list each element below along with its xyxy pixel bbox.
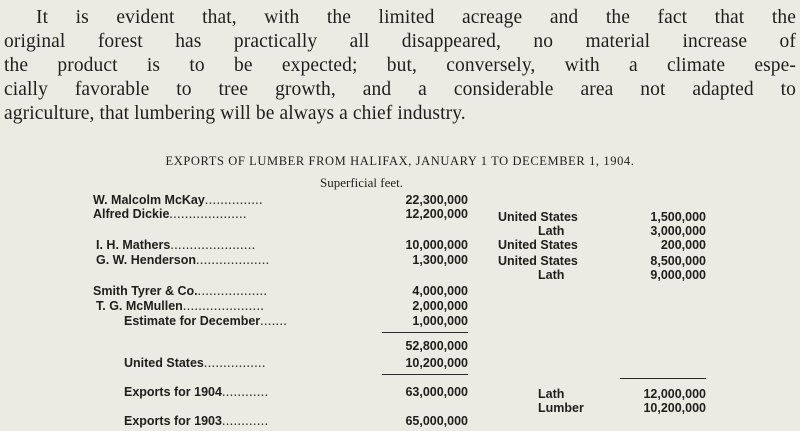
- leader-dots: ...................: [196, 252, 270, 267]
- table-row: [96, 299, 264, 313]
- leader-dots: ............: [221, 384, 269, 399]
- row-name: I. H. Mathers: [96, 238, 171, 252]
- row-name: United States: [124, 356, 204, 370]
- row-name: W. Malcolm McKay: [93, 193, 205, 207]
- table-row: [93, 207, 247, 221]
- right-row-name: Lath: [538, 224, 565, 238]
- right-row-value: 9,000,000: [650, 268, 706, 282]
- row-name: Exports for 1904: [124, 385, 222, 399]
- row-name: Alfred Dickie: [93, 207, 170, 221]
- unit-header: Superficial feet.: [320, 175, 404, 190]
- row-value: 1,000,000: [412, 314, 468, 328]
- table-row: [96, 253, 270, 267]
- row-value: 2,000,000: [412, 299, 468, 313]
- paragraph-line: cially favorable to tree growth, and a considerable area not adapted to: [4, 79, 796, 100]
- body-paragraph: [4, 6, 796, 126]
- right-row-value: 8,500,000: [650, 254, 706, 268]
- right-row-value: 3,000,000: [650, 224, 706, 238]
- row-value: 10,200,000: [405, 356, 468, 370]
- paragraph-line: original forest has practically all disappeared, no material increase of: [4, 31, 796, 52]
- row-value: 22,300,000: [405, 193, 468, 207]
- table-row: [124, 385, 268, 399]
- right-row-name: United States: [498, 238, 578, 252]
- right-total-name: Lath: [538, 387, 565, 401]
- row-value: 63,000,000: [405, 385, 468, 399]
- leader-dots: ......................: [170, 237, 256, 252]
- row-value: 10,000,000: [405, 238, 468, 252]
- row-name: Estimate for December: [124, 314, 261, 328]
- right-total-name: Lumber: [538, 401, 584, 415]
- right-row-name: Lath: [538, 268, 565, 282]
- right-row-name: United States: [498, 210, 578, 224]
- table-row: [96, 238, 256, 252]
- leader-dots: .....................: [182, 298, 265, 313]
- row-name: T. G. McMullen: [96, 299, 183, 313]
- paragraph-line: the product is to be expected; but, conversely, with a climate espe-: [4, 55, 796, 76]
- right-row-value: 200,000: [660, 238, 706, 252]
- leader-dots: ....................: [169, 206, 247, 221]
- row-name: Exports for 1903: [124, 414, 222, 428]
- table-row: [124, 414, 268, 428]
- leader-dots: .......: [260, 313, 288, 328]
- row-value: 12,200,000: [405, 207, 468, 221]
- right-total-value: 12,000,000: [643, 387, 706, 401]
- table-title: EXPORTS OF LUMBER FROM HALIFAX, JANUARY 1 TO DECEMBER 1, 1904.: [165, 154, 635, 168]
- subtotal-value: 52,800,000: [405, 339, 468, 353]
- leader-dots: ...............: [204, 192, 263, 207]
- leader-dots: ................: [203, 355, 266, 370]
- leader-dots: ............: [221, 413, 269, 428]
- sum-rule: [382, 374, 468, 375]
- sum-rule: [620, 378, 706, 379]
- row-value: 4,000,000: [412, 284, 468, 298]
- right-total-value: 10,200,000: [643, 401, 706, 415]
- table-row: [124, 314, 287, 328]
- row-value: 1,300,000: [412, 253, 468, 267]
- right-row-value: 1,500,000: [650, 210, 706, 224]
- row-name: G. W. Henderson: [96, 253, 197, 267]
- right-row-name: United States: [498, 254, 578, 268]
- table-row: [124, 356, 266, 370]
- sum-rule: [382, 332, 468, 333]
- table-row: [93, 284, 267, 298]
- table-row: [93, 193, 263, 207]
- row-name: Smith Tyrer & Co.: [93, 284, 198, 298]
- row-value: 65,000,000: [405, 414, 468, 428]
- leader-dots: ..................: [197, 283, 268, 298]
- paragraph-line: It is evident that, with the limited acreage and the fact that the: [36, 7, 796, 28]
- paragraph-line: agriculture, that lumbering will be always a chief industry.: [4, 103, 466, 124]
